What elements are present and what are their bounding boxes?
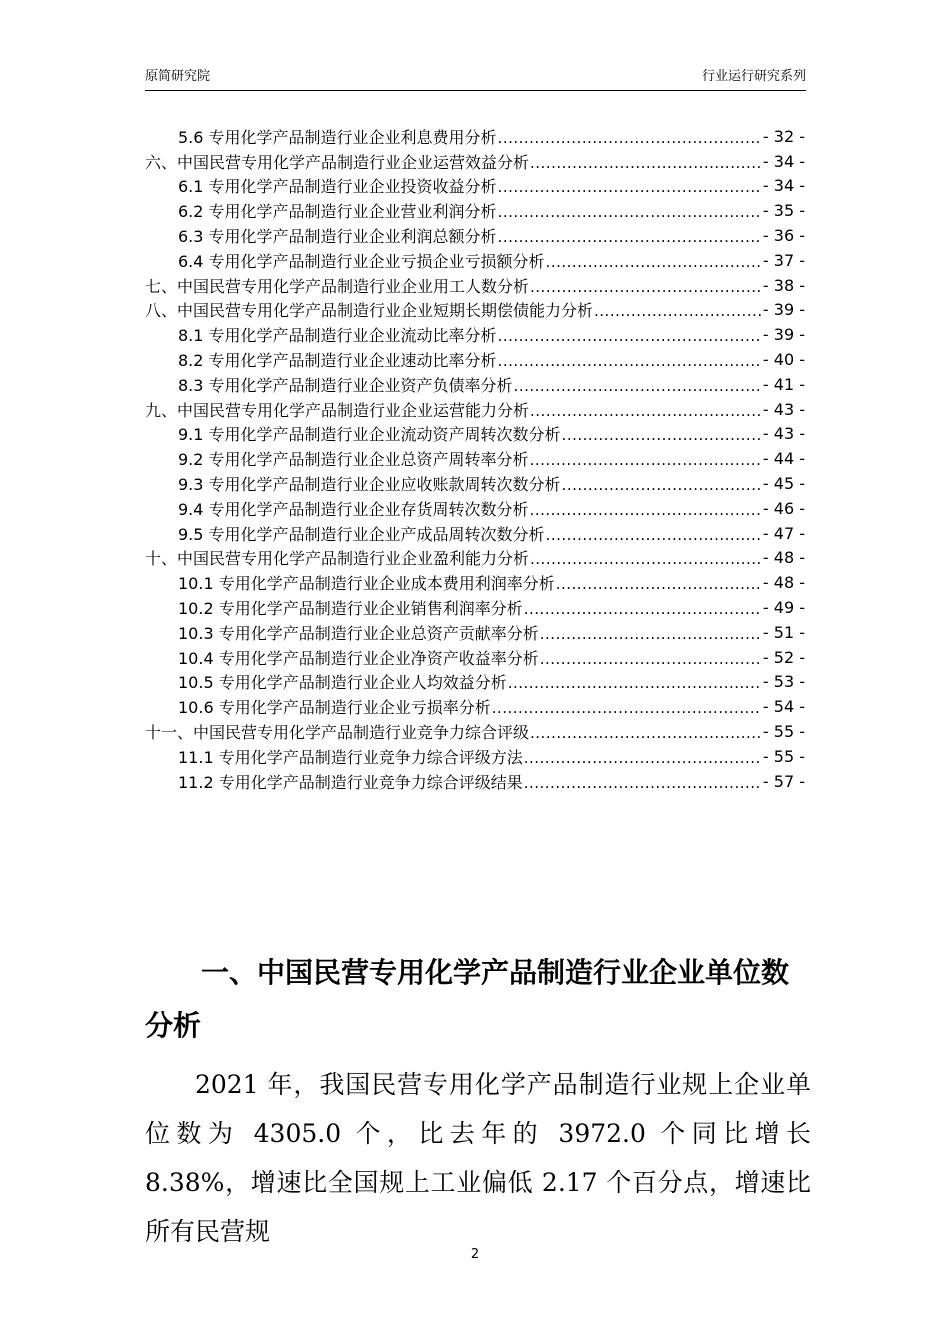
toc-dot-leader [498,329,762,344]
toc-dot-leader [498,205,762,220]
toc-entry-page: - 39 - [762,325,805,345]
toc-entry[interactable] [145,149,805,174]
toc-entry-title: 10.6 专用化学产品制造行业企业亏损率分析 [178,698,491,718]
header-publisher: 原简研究院 [145,69,211,84]
toc-entry-title: 9.1 专用化学产品制造行业企业流动资产周转次数分析 [178,425,561,445]
toc-dot-leader [530,453,762,468]
toc-entry[interactable] [145,322,805,347]
toc-entry-page: - 38 - [762,275,805,295]
page-number: 2 [470,1247,480,1262]
section-heading: 一、中国民营专用化学产品制造行业企业单位数分析 [145,956,790,1042]
toc-entry[interactable] [145,595,805,620]
toc-entry-title: 11.1 专用化学产品制造行业竞争力综合评级方法 [178,747,523,767]
toc-dot-leader [530,404,762,419]
toc-entry[interactable] [145,446,805,471]
toc-entry-page: - 36 - [762,226,805,246]
toc-dot-leader [530,503,762,518]
toc-entry[interactable] [145,422,805,447]
toc-entry-title: 9.5 专用化学产品制造行业企业产成品周转次数分析 [178,524,545,544]
toc-entry[interactable] [145,570,805,595]
toc-entry-page: - 48 - [762,548,805,568]
toc-dot-leader [498,354,762,369]
toc-entry[interactable] [145,372,805,397]
toc-entry-title: 9.4 专用化学产品制造行业企业存货周转次数分析 [178,499,529,519]
toc-entry[interactable] [145,719,805,744]
toc-dot-leader [562,428,762,443]
toc-entry[interactable] [145,248,805,273]
toc-entry[interactable] [145,769,805,794]
toc-entry-page: - 43 - [762,399,805,419]
toc-entry[interactable] [145,744,805,769]
toc-dot-leader [530,726,762,741]
toc-entry[interactable] [145,124,805,149]
toc-entry-page: - 53 - [762,672,805,692]
header-series: 行业运行研究系列 [701,69,806,84]
toc-dot-leader [530,280,762,295]
toc-entry-page: - 57 - [762,771,805,791]
toc-entry[interactable] [145,620,805,645]
toc-entry-page: - 51 - [762,622,805,642]
toc-dot-leader [530,552,762,567]
toc-entry-title: 六、中国民营专用化学产品制造行业企业运营效益分析 [145,152,530,172]
toc-dot-leader [524,751,762,766]
toc-entry-title: 10.5 专用化学产品制造行业企业人均效益分析 [178,673,507,693]
toc-entry[interactable] [145,645,805,670]
toc-dot-leader [540,652,762,667]
toc-dot-leader [514,379,762,394]
toc-entry[interactable] [145,397,805,422]
toc-entry-title: 十一、中国民营专用化学产品制造行业竞争力综合评级 [145,723,530,743]
toc-entry-title: 8.2 专用化学产品制造行业企业速动比率分析 [178,351,497,371]
toc-dot-leader [530,156,762,171]
toc-dot-leader [524,602,762,617]
toc-dot-leader [562,478,762,493]
toc-entry-page: - 41 - [762,374,805,394]
toc-entry[interactable] [145,347,805,372]
toc-entry-page: - 48 - [762,573,805,593]
toc-entry-title: 9.3 专用化学产品制造行业企业应收账款周转次数分析 [178,475,561,495]
toc-entry-title: 11.2 专用化学产品制造行业竞争力综合评级结果 [178,772,523,792]
toc-dot-leader [594,304,762,319]
toc-entry-page: - 49 - [762,598,805,618]
toc-entry[interactable] [145,546,805,571]
toc-entry[interactable] [145,198,805,223]
toc-entry-title: 5.6 专用化学产品制造行业企业利息费用分析 [178,127,497,147]
toc-entry-page: - 35 - [762,201,805,221]
page-header [145,68,806,91]
toc-entry-page: - 34 - [762,151,805,171]
toc-entry-page: - 43 - [762,424,805,444]
toc-entry-title: 9.2 专用化学产品制造行业企业总资产周转率分析 [178,450,529,470]
toc-entry-title: 8.3 专用化学产品制造行业企业资产负债率分析 [178,375,513,395]
toc-entry-page: - 45 - [762,474,805,494]
toc-entry[interactable] [145,521,805,546]
toc-entry-page: - 46 - [762,498,805,518]
table-of-contents [145,124,805,794]
toc-entry-title: 6.3 专用化学产品制造行业企业利润总额分析 [178,227,497,247]
toc-entry-title: 七、中国民营专用化学产品制造行业企业用工人数分析 [145,276,530,296]
toc-entry[interactable] [145,496,805,521]
toc-entry-page: - 39 - [762,300,805,320]
toc-dot-leader [508,676,762,691]
toc-entry-page: - 44 - [762,449,805,469]
toc-entry-page: - 55 - [762,746,805,766]
toc-dot-leader [556,577,762,592]
body-paragraph: 2021 年，我国民营专用化学产品制造行业规上企业单位数为 4305.0 个，比去年的 3972.0 个同比增长 8.38%，增速比全国规上工业偏低 2.17 个百分点，增速比所有民营规 [145,1070,811,1246]
toc-entry-page: - 40 - [762,350,805,370]
toc-entry[interactable] [145,694,805,719]
toc-entry-title: 8.1 专用化学产品制造行业企业流动比率分析 [178,326,497,346]
toc-entry-title: 10.3 专用化学产品制造行业企业总资产贡献率分析 [178,623,539,643]
toc-dot-leader [492,701,762,716]
toc-entry-title: 6.2 专用化学产品制造行业企业营业利润分析 [178,202,497,222]
toc-dot-leader [546,528,762,543]
toc-entry-title: 6.4 专用化学产品制造行业企业亏损企业亏损额分析 [178,251,545,271]
toc-entry-page: - 37 - [762,250,805,270]
toc-entry-page: - 54 - [762,697,805,717]
toc-entry[interactable] [145,471,805,496]
toc-entry-title: 九、中国民营专用化学产品制造行业企业运营能力分析 [145,400,530,420]
toc-entry[interactable] [145,298,805,323]
toc-entry[interactable] [145,670,805,695]
toc-entry-title: 10.1 专用化学产品制造行业企业成本费用利润率分析 [178,574,555,594]
toc-dot-leader [540,627,762,642]
toc-entry-page: - 52 - [762,647,805,667]
toc-entry[interactable] [145,223,805,248]
toc-dot-leader [498,131,762,146]
toc-entry-page: - 32 - [762,126,805,146]
toc-entry-title: 八、中国民营专用化学产品制造行业企业短期长期偿债能力分析 [145,301,594,321]
toc-entry-title: 十、中国民营专用化学产品制造行业企业盈利能力分析 [145,549,530,569]
toc-dot-leader [498,230,762,245]
toc-entry-title: 10.2 专用化学产品制造行业企业销售利润率分析 [178,599,523,619]
toc-entry[interactable] [145,174,805,199]
toc-entry-page: - 34 - [762,176,805,196]
toc-dot-leader [524,776,762,791]
toc-dot-leader [546,255,762,270]
toc-entry-page: - 55 - [762,722,805,742]
toc-entry[interactable] [145,273,805,298]
toc-entry-page: - 47 - [762,523,805,543]
toc-entry-title: 10.4 专用化学产品制造行业企业净资产收益率分析 [178,648,539,668]
toc-entry-title: 6.1 专用化学产品制造行业企业投资收益分析 [178,177,497,197]
toc-dot-leader [498,180,762,195]
